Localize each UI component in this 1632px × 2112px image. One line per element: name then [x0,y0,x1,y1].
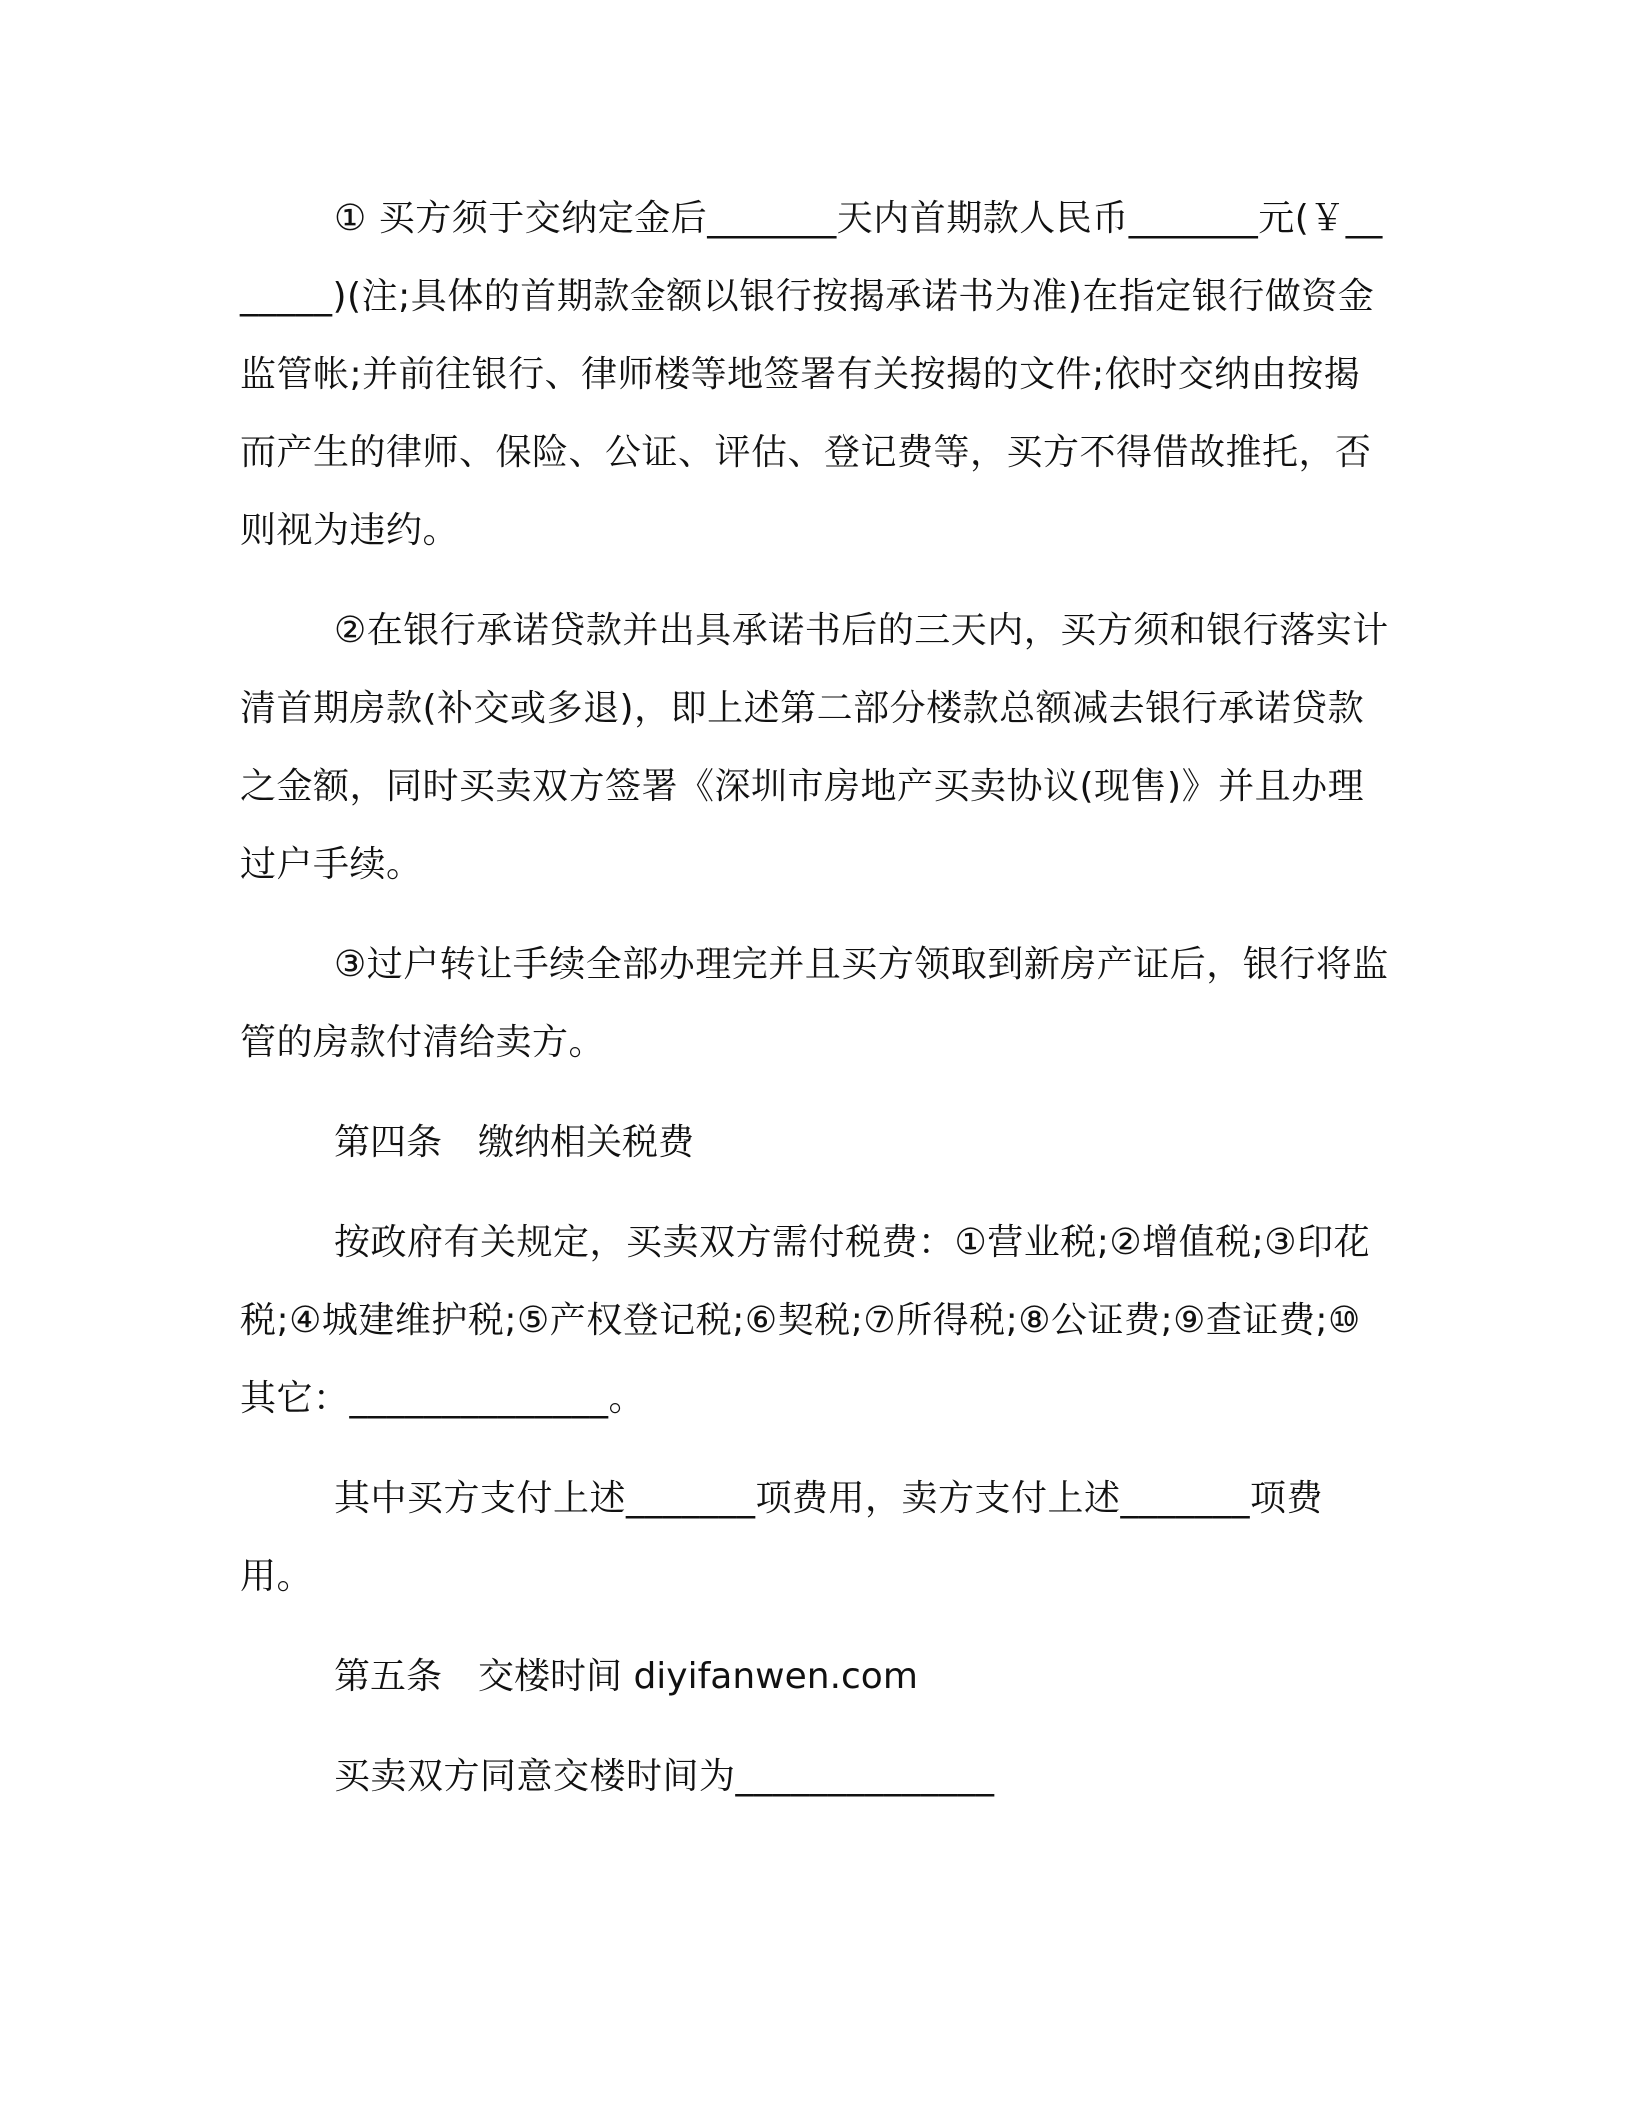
article-5-heading: 第五条 交楼时间 diyifanwen.com [334,1656,918,1697]
paragraph-handover-date: 买卖双方同意交楼时间为______________ [334,1756,995,1797]
article-4-heading: 第四条 缴纳相关税费 [334,1122,695,1163]
document-body [240,180,1401,1816]
paragraph-transfer-payment: ③过户转让手续全部办理完并且买方领取到新房产证后，银行将监管的房款付清给卖方。 [240,944,1389,1063]
paragraph-down-payment: ① 买方须于交纳定金后_______天内首期款人民币_______元(￥_______)(注;具体的首期款金额以银行按揭承诺书为准)在指定银行做资金监管帐;并前往银行、律师楼等地签署有关按揭的文件;依时交纳由按揭而产生的律师、保险、公证、评估、登记费等，买方不得借故推托，否则视为违约。 [240,198,1383,551]
paragraph-fee-split: 其中买方支付上述_______项费用，卖方支付上述_______项费用。 [240,1478,1324,1597]
paragraph-taxes: 按政府有关规定，买卖双方需付税费：①营业税;②增值税;③印花税;④城建维护税;⑤产权登记税;⑥契税;⑦所得税;⑧公证费;⑨查证费;⑩其它：______________。 [240,1222,1371,1419]
paragraph-bank-loan: ②在银行承诺贷款并出具承诺书后的三天内，买方须和银行落实计 清首期房款(补交或多退)，即上述第二部分楼款总额减去银行承诺贷款之金额，同时买卖双方签署《深圳市房地产买卖协议(现售)》并且办理过户手续。 [240,610,1401,885]
